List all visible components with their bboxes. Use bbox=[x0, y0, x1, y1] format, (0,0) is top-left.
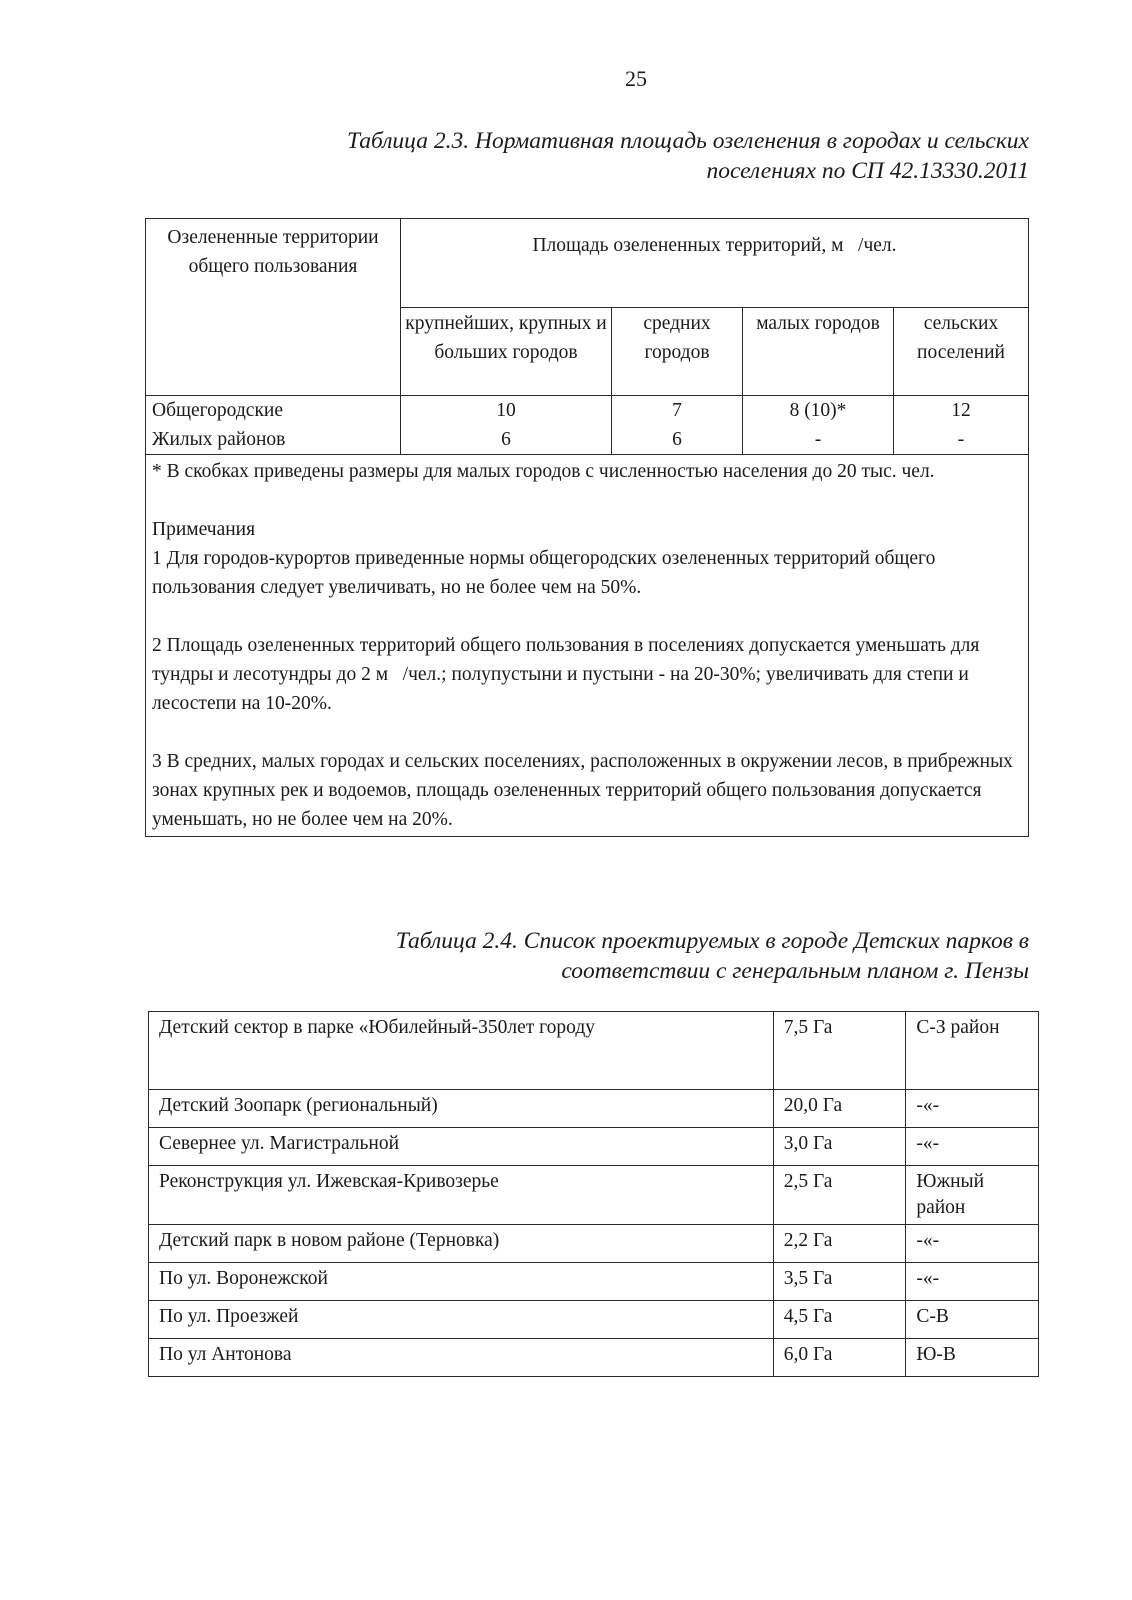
children-parks-table bbox=[148, 1011, 1039, 1377]
park-district: -«- bbox=[906, 1225, 1039, 1263]
header-area-per-person: Площадь озелененных территорий, м /чел. bbox=[401, 219, 1029, 308]
cell-value: - bbox=[957, 429, 965, 450]
table-notes bbox=[146, 455, 1029, 837]
subheader-medium-cities: средних городов bbox=[612, 308, 743, 396]
table-2-4-caption bbox=[209, 926, 1029, 986]
park-district: Ю-В bbox=[906, 1339, 1039, 1377]
page-number: 25 bbox=[625, 66, 647, 91]
park-district: Южный район bbox=[906, 1166, 1039, 1225]
park-district: С-З район bbox=[906, 1012, 1039, 1090]
notes-title: Примечания bbox=[152, 519, 256, 540]
header-green-areas: Озелененные территории общего пользования bbox=[146, 219, 401, 396]
cell-value: 6 bbox=[501, 429, 511, 450]
table-row bbox=[149, 1225, 1039, 1263]
park-area: 3,5 Га bbox=[773, 1263, 906, 1301]
park-name: По ул. Воронежской bbox=[149, 1263, 774, 1301]
table-row bbox=[149, 1166, 1039, 1225]
cell-value: 6 bbox=[672, 429, 682, 450]
park-area: 2,5 Га bbox=[773, 1166, 906, 1225]
park-area: 2,2 Га bbox=[773, 1225, 906, 1263]
park-district: -«- bbox=[906, 1128, 1039, 1166]
cell-value: 7 bbox=[672, 400, 682, 421]
table-row bbox=[149, 1012, 1039, 1090]
note-2: 2 Площадь озелененных территорий общего пользования в поселениях допускается уменьшать для тундры и лесотундры до 2 м /чел.; полупустыни и пустыни - на 20-30%; увеличивать для степи и лесостепи на 10-20%. bbox=[152, 635, 980, 714]
park-district: -«- bbox=[906, 1263, 1039, 1301]
park-area: 7,5 Га bbox=[773, 1012, 906, 1090]
cell-value: 10 bbox=[496, 400, 516, 421]
row-label: Жилых районов bbox=[152, 429, 286, 450]
table-row bbox=[149, 1339, 1039, 1377]
caption-line: поселениях по СП 42.13330.2011 bbox=[706, 158, 1029, 184]
park-name: Детский сектор в парке «Юбилейный-350лет городу bbox=[149, 1012, 774, 1090]
col-small bbox=[743, 396, 894, 455]
caption-line: Таблица 2.4. Список проектируемых в городе Детских парков в bbox=[395, 928, 1029, 954]
park-area: 20,0 Га bbox=[773, 1090, 906, 1128]
park-district: С-В bbox=[906, 1301, 1039, 1339]
park-name: По ул. Проезжей bbox=[149, 1301, 774, 1339]
col-medium bbox=[612, 396, 743, 455]
footnote: * В скобках приведены размеры для малых городов с численностью населения до 20 тыс. чел. bbox=[152, 461, 935, 482]
subheader-small-cities: малых городов bbox=[743, 308, 894, 396]
park-area: 4,5 Га bbox=[773, 1301, 906, 1339]
cell-value: 12 bbox=[951, 400, 971, 421]
table-row bbox=[149, 1263, 1039, 1301]
park-name: Реконструкция ул. Ижевская-Кривозерье bbox=[149, 1166, 774, 1225]
table-row bbox=[149, 1301, 1039, 1339]
park-name: Детский парк в новом районе (Терновка) bbox=[149, 1225, 774, 1263]
row-label: Общегородские bbox=[152, 400, 284, 421]
park-area: 3,0 Га bbox=[773, 1128, 906, 1166]
cell-value: 8 (10)* bbox=[789, 400, 847, 421]
note-1: 1 Для городов-курортов приведенные нормы общегородских озелененных территорий общего пользования следует увеличивать, но не более чем на 50%. bbox=[152, 548, 936, 598]
table-2-3-caption bbox=[209, 126, 1029, 186]
row-labels bbox=[146, 396, 401, 455]
caption-line: Таблица 2.3. Нормативная площадь озеленения в городах и сельских bbox=[346, 128, 1029, 154]
table-row bbox=[149, 1090, 1039, 1128]
col-largest bbox=[401, 396, 612, 455]
park-area: 6,0 Га bbox=[773, 1339, 906, 1377]
cell-value: - bbox=[814, 429, 822, 450]
caption-line: соответствии с генеральным планом г. Пензы bbox=[561, 958, 1029, 984]
park-name: Севернее ул. Магистральной bbox=[149, 1128, 774, 1166]
table-row bbox=[149, 1128, 1039, 1166]
park-name: Детский Зоопарк (региональный) bbox=[149, 1090, 774, 1128]
note-3: 3 В средних, малых городах и сельских поселениях, расположенных в окружении лесов, в прибрежных зонах крупных рек и водоемов, площадь озелененных территорий общего пользования допускается уменьшать, но не более чем на 20%. bbox=[152, 751, 1013, 830]
subheader-largest-cities: крупнейших, крупных и больших городов bbox=[401, 308, 612, 396]
park-name: По ул Антонова bbox=[149, 1339, 774, 1377]
greening-norms-table bbox=[145, 218, 1029, 837]
park-district: -«- bbox=[906, 1090, 1039, 1128]
col-rural bbox=[894, 396, 1029, 455]
subheader-rural: сельских поселений bbox=[894, 308, 1029, 396]
